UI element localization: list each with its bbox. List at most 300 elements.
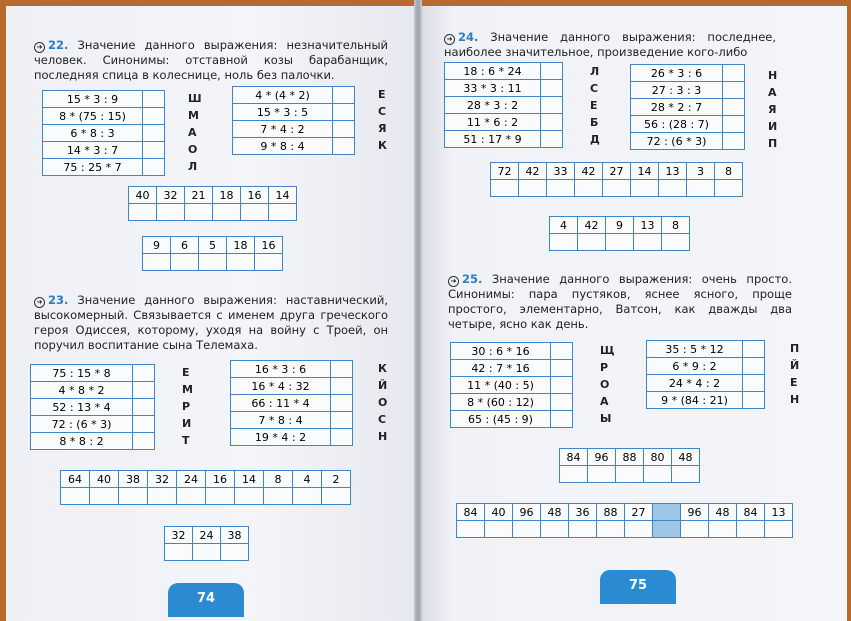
page-number-right: 75	[600, 570, 676, 604]
letter-slot[interactable]	[177, 488, 206, 505]
table-row	[43, 142, 165, 159]
letter-slot[interactable]	[709, 521, 737, 538]
letter: П	[790, 342, 800, 355]
table-row	[445, 114, 563, 131]
table-row	[231, 429, 353, 446]
expression-cell: 11 * (40 : 5)	[451, 377, 551, 394]
letter-slot[interactable]	[235, 488, 264, 505]
task23-answer-grid-1	[60, 470, 351, 505]
answer-cell[interactable]	[331, 412, 353, 429]
expression-cell: 52 : 13 * 4	[31, 399, 133, 416]
table-row	[451, 411, 573, 428]
letter: И	[182, 417, 192, 430]
grid-number: 32	[165, 527, 193, 544]
letter-slot[interactable]	[221, 544, 249, 561]
answer-cell[interactable]	[333, 87, 355, 104]
letter: Е	[790, 376, 798, 389]
task25-letters-2	[790, 340, 799, 408]
grid-number: 42	[575, 163, 603, 180]
table-row	[233, 87, 355, 104]
letter: Н	[790, 393, 800, 406]
grid-number: 96	[681, 504, 709, 521]
grid-number: 9	[143, 237, 171, 254]
letter-slot[interactable]	[578, 234, 606, 251]
letter: Л	[590, 65, 600, 78]
answer-cell[interactable]	[743, 358, 765, 375]
table-row	[43, 91, 165, 108]
letter: С	[378, 105, 387, 118]
table-row	[233, 121, 355, 138]
letter: П	[768, 137, 778, 150]
letter: Ы	[600, 412, 612, 425]
letter-slot[interactable]	[143, 254, 171, 271]
answer-cell[interactable]	[133, 365, 155, 382]
table-row	[451, 377, 573, 394]
letter: Н	[378, 430, 388, 443]
arrow-circle-icon: ➜	[448, 276, 459, 287]
grid-number: 14	[631, 163, 659, 180]
task25-letters-1	[600, 342, 615, 427]
grid-number: 13	[634, 217, 662, 234]
letter-slot[interactable]	[457, 521, 485, 538]
expression-cell: 19 * 4 : 2	[231, 429, 331, 446]
letter-slot[interactable]	[241, 204, 269, 221]
task22-expressions-table-2	[232, 86, 355, 155]
task23-expressions-table-1	[30, 364, 155, 450]
expression-cell: 8 * (75 : 15)	[43, 108, 143, 125]
grid-number: 2	[322, 471, 351, 488]
table-row	[647, 358, 765, 375]
answer-cell[interactable]	[551, 411, 573, 428]
task25-answer-grid-2	[456, 503, 793, 538]
task-description: Значение данного выражения: последнее, наиболее значительное, произведение кого-либо	[444, 30, 777, 59]
letter-slot[interactable]	[737, 521, 765, 538]
letter-slot[interactable]	[193, 544, 221, 561]
task-description: Значение данного выражения: очень просто. Синонимы: пара пустяков, яснее ясного, проще простого, элементарно, Ватсон, как дважды два четыре, ясно как день.	[448, 272, 793, 331]
grid-answer-row	[165, 544, 249, 561]
answer-cell[interactable]	[331, 429, 353, 446]
letter-slot[interactable]	[687, 180, 715, 197]
grid-number: 48	[541, 504, 569, 521]
grid-number: 42	[578, 217, 606, 234]
answer-cell[interactable]	[551, 343, 573, 360]
grid-number-row	[165, 527, 249, 544]
task-number: 22.	[48, 38, 69, 52]
letter-slot[interactable]	[550, 234, 578, 251]
table-row	[631, 65, 745, 82]
letter-slot[interactable]	[322, 488, 351, 505]
letter-slot[interactable]	[171, 254, 199, 271]
table-row	[31, 382, 155, 399]
task24-expressions-table-1	[444, 62, 563, 148]
letter-slot[interactable]	[616, 466, 644, 483]
task24-letters-1	[590, 63, 600, 148]
letter-slot[interactable]	[597, 521, 625, 538]
task22-letters-1	[188, 90, 202, 175]
letter: Е	[182, 366, 190, 379]
letter-slot[interactable]	[662, 234, 690, 251]
letter: К	[378, 139, 387, 152]
expression-cell: 4 * 8 * 2	[31, 382, 133, 399]
table-row	[233, 138, 355, 155]
grid-number: 8	[264, 471, 293, 488]
grid-number: 14	[269, 187, 297, 204]
grid-number: 80	[644, 449, 672, 466]
letter: М	[182, 383, 193, 396]
expression-cell: 26 * 3 : 6	[631, 65, 723, 82]
letter-slot[interactable]	[61, 488, 90, 505]
expression-cell: 9 * (84 : 21)	[647, 392, 743, 409]
letter: Я	[768, 103, 777, 116]
grid-number: 4	[550, 217, 578, 234]
task-number: 23.	[48, 293, 69, 307]
letter-slot[interactable]	[264, 488, 293, 505]
letter-slot[interactable]	[513, 521, 541, 538]
answer-cell[interactable]	[723, 116, 745, 133]
task24-answer-grid-2	[549, 216, 690, 251]
grid-number: 32	[157, 187, 185, 204]
answer-cell[interactable]	[333, 104, 355, 121]
letter-slot[interactable]	[491, 180, 519, 197]
task-description: Значение данного выражения: наставнический, высокомерный. Связывается с именем друга греческого героя Одиссея, которому, уходя на войну с Троей, он поручил воспитание сына Телемаха.	[34, 293, 388, 352]
grid-number: 38	[119, 471, 148, 488]
letter-slot[interactable]	[659, 180, 687, 197]
table-row	[445, 97, 563, 114]
letter-slot[interactable]	[485, 521, 513, 538]
grid-answer-row	[560, 466, 700, 483]
grid-number: 5	[199, 237, 227, 254]
task22-letters-2	[378, 86, 387, 154]
table-row	[445, 131, 563, 148]
grid-number: 33	[547, 163, 575, 180]
expression-cell: 35 : 5 * 12	[647, 341, 743, 358]
answer-cell[interactable]	[551, 394, 573, 411]
grid-number: 84	[457, 504, 485, 521]
letter-slot[interactable]	[634, 234, 662, 251]
task24-letters-2	[768, 67, 777, 152]
grid-number: 13	[659, 163, 687, 180]
task23-letters-1	[182, 364, 193, 449]
letter-slot[interactable]	[148, 488, 177, 505]
letter-slot[interactable]	[644, 466, 672, 483]
expression-cell: 75 : 15 * 8	[31, 365, 133, 382]
letter-slot[interactable]	[606, 234, 634, 251]
answer-cell[interactable]	[723, 65, 745, 82]
grid-answer-row	[129, 204, 297, 221]
answer-cell[interactable]	[541, 80, 563, 97]
answer-cell[interactable]	[333, 138, 355, 155]
table-row	[31, 399, 155, 416]
letter-slot[interactable]	[715, 180, 743, 197]
answer-cell[interactable]	[551, 377, 573, 394]
word-separator-cell	[653, 521, 681, 538]
grid-answer-row	[491, 180, 743, 197]
grid-number: 96	[513, 504, 541, 521]
letter: Р	[182, 400, 191, 413]
letter: О	[378, 396, 388, 409]
arrow-circle-icon: ➜	[34, 297, 45, 308]
grid-number: 27	[603, 163, 631, 180]
table-row	[231, 395, 353, 412]
grid-number: 32	[148, 471, 177, 488]
letter-slot[interactable]	[603, 180, 631, 197]
task-22-text	[34, 38, 388, 83]
letter-slot[interactable]	[681, 521, 709, 538]
expression-cell: 75 : 25 * 7	[43, 159, 143, 176]
grid-number: 16	[255, 237, 283, 254]
grid-number-row	[143, 237, 283, 254]
grid-number: 21	[185, 187, 213, 204]
letter: Щ	[600, 344, 615, 357]
answer-cell[interactable]	[133, 382, 155, 399]
expression-cell: 28 * 3 : 2	[445, 97, 541, 114]
answer-cell[interactable]	[541, 63, 563, 80]
grid-number: 13	[765, 504, 793, 521]
expression-cell: 15 * 3 : 9	[43, 91, 143, 108]
book-spine	[414, 0, 422, 621]
answer-cell[interactable]	[333, 121, 355, 138]
letter: К	[378, 362, 387, 375]
expression-cell: 8 * 8 : 2	[31, 433, 133, 450]
expression-cell: 72 : (6 * 3)	[31, 416, 133, 433]
expression-cell: 51 : 17 * 9	[445, 131, 541, 148]
grid-number: 40	[90, 471, 119, 488]
letter: Т	[182, 434, 190, 447]
letter-slot[interactable]	[765, 521, 793, 538]
arrow-circle-icon: ➜	[34, 42, 45, 53]
letter: А	[768, 86, 777, 99]
expression-cell: 66 : 11 * 4	[231, 395, 331, 412]
letter-slot[interactable]	[293, 488, 322, 505]
expression-cell: 16 * 3 : 6	[231, 361, 331, 378]
task-description: Значение данного выражения: незначительный человек. Синонимы: отставной козы барабанщик, последняя спица в колеснице, ноль без палочки.	[34, 38, 389, 82]
table-row	[647, 392, 765, 409]
expression-cell: 14 * 3 : 7	[43, 142, 143, 159]
letter-slot[interactable]	[227, 254, 255, 271]
letter-slot[interactable]	[157, 204, 185, 221]
task-25-text	[448, 272, 792, 332]
expression-cell: 30 : 6 * 16	[451, 343, 551, 360]
expression-cell: 16 * 4 : 32	[231, 378, 331, 395]
expression-cell: 72 : (6 * 3)	[631, 133, 723, 150]
grid-number: 18	[227, 237, 255, 254]
expression-cell: 15 * 3 : 5	[233, 104, 333, 121]
grid-number: 42	[519, 163, 547, 180]
letter-slot[interactable]	[575, 180, 603, 197]
letter: О	[188, 143, 198, 156]
answer-cell[interactable]	[331, 361, 353, 378]
letter: Н	[768, 69, 778, 82]
letter-slot[interactable]	[560, 466, 588, 483]
task22-expressions-table-1	[42, 90, 165, 176]
letter: С	[378, 413, 387, 426]
grid-number-row	[491, 163, 743, 180]
answer-cell[interactable]	[331, 395, 353, 412]
answer-cell[interactable]	[143, 108, 165, 125]
grid-number: 24	[193, 527, 221, 544]
letter: Р	[600, 361, 609, 374]
grid-number: 88	[597, 504, 625, 521]
task-number: 24.	[458, 30, 479, 44]
table-row	[631, 116, 745, 133]
grid-answer-row	[143, 254, 283, 271]
grid-number-row	[129, 187, 297, 204]
letter-slot[interactable]	[255, 254, 283, 271]
grid-answer-row	[61, 488, 351, 505]
letter-slot[interactable]	[672, 466, 700, 483]
table-row	[451, 360, 573, 377]
letter: Е	[590, 99, 598, 112]
table-row	[445, 63, 563, 80]
grid-number: 96	[588, 449, 616, 466]
grid-answer-row	[550, 234, 690, 251]
expression-cell: 9 * 8 : 4	[233, 138, 333, 155]
grid-number: 64	[61, 471, 90, 488]
letter: Е	[378, 88, 386, 101]
task25-expressions-table-1	[450, 342, 573, 428]
expression-cell: 65 : (45 : 9)	[451, 411, 551, 428]
answer-cell[interactable]	[743, 341, 765, 358]
answer-cell[interactable]	[133, 433, 155, 450]
task23-answer-grid-2	[164, 526, 249, 561]
arrow-circle-icon: ➜	[444, 34, 455, 45]
grid-number: 9	[606, 217, 634, 234]
answer-cell[interactable]	[541, 97, 563, 114]
letter-slot[interactable]	[185, 204, 213, 221]
expression-cell: 6 * 9 : 2	[647, 358, 743, 375]
task25-expressions-table-2	[646, 340, 765, 409]
expression-cell: 33 * 3 : 11	[445, 80, 541, 97]
letter-slot[interactable]	[631, 180, 659, 197]
table-row	[631, 82, 745, 99]
table-row	[451, 343, 573, 360]
grid-number: 40	[485, 504, 513, 521]
letter-slot[interactable]	[129, 204, 157, 221]
table-row	[631, 133, 745, 150]
table-row	[31, 416, 155, 433]
answer-cell[interactable]	[133, 399, 155, 416]
letter: Л	[188, 160, 198, 173]
grid-number: 48	[709, 504, 737, 521]
answer-cell[interactable]	[143, 159, 165, 176]
expression-cell: 7 * 8 : 4	[231, 412, 331, 429]
grid-number-row	[61, 471, 351, 488]
letter-slot[interactable]	[569, 521, 597, 538]
grid-number: 38	[221, 527, 249, 544]
expression-cell: 8 * (60 : 12)	[451, 394, 551, 411]
task-23-text	[34, 293, 388, 353]
grid-number: 6	[171, 237, 199, 254]
letter: Д	[590, 133, 600, 146]
letter: И	[768, 120, 778, 133]
answer-cell[interactable]	[723, 133, 745, 150]
grid-number-row	[457, 504, 793, 521]
expression-cell: 7 * 4 : 2	[233, 121, 333, 138]
answer-cell[interactable]	[143, 125, 165, 142]
letter: Я	[378, 122, 387, 135]
answer-cell[interactable]	[331, 378, 353, 395]
task24-answer-grid-1	[490, 162, 743, 197]
task-number: 25.	[462, 272, 483, 286]
expression-cell: 27 : 3 : 3	[631, 82, 723, 99]
expression-cell: 18 : 6 * 24	[445, 63, 541, 80]
answer-cell[interactable]	[551, 360, 573, 377]
expression-cell: 24 * 4 : 2	[647, 375, 743, 392]
letter: Ш	[188, 92, 202, 105]
task23-letters-2	[378, 360, 387, 445]
answer-cell[interactable]	[541, 131, 563, 148]
answer-cell[interactable]	[743, 392, 765, 409]
expression-cell: 56 : (28 : 7)	[631, 116, 723, 133]
answer-cell[interactable]	[143, 142, 165, 159]
word-separator-cell	[653, 504, 681, 521]
table-row	[31, 365, 155, 382]
letter-slot[interactable]	[119, 488, 148, 505]
answer-cell[interactable]	[143, 91, 165, 108]
table-row	[43, 125, 165, 142]
letter-slot[interactable]	[269, 204, 297, 221]
letter: С	[590, 82, 599, 95]
answer-cell[interactable]	[133, 416, 155, 433]
table-row	[231, 361, 353, 378]
table-row	[631, 99, 745, 116]
answer-cell[interactable]	[541, 114, 563, 131]
table-row	[43, 108, 165, 125]
letter: А	[600, 395, 609, 408]
letter-slot[interactable]	[165, 544, 193, 561]
letter-slot[interactable]	[199, 254, 227, 271]
letter-slot[interactable]	[588, 466, 616, 483]
letter: Й	[378, 379, 388, 392]
grid-number: 16	[241, 187, 269, 204]
letter-slot[interactable]	[213, 204, 241, 221]
grid-number: 36	[569, 504, 597, 521]
answer-cell[interactable]	[743, 375, 765, 392]
letter: М	[188, 109, 199, 122]
letter: О	[600, 378, 610, 391]
table-row	[451, 394, 573, 411]
letter-slot[interactable]	[206, 488, 235, 505]
grid-number: 14	[235, 471, 264, 488]
letter-slot[interactable]	[541, 521, 569, 538]
table-row	[233, 104, 355, 121]
grid-number-row	[550, 217, 690, 234]
table-row	[31, 433, 155, 450]
task24-expressions-table-2	[630, 64, 745, 150]
task25-answer-grid-1	[559, 448, 700, 483]
grid-number: 40	[129, 187, 157, 204]
grid-number: 72	[491, 163, 519, 180]
grid-number: 8	[715, 163, 743, 180]
task-24-text	[444, 30, 776, 60]
grid-number: 88	[616, 449, 644, 466]
grid-number: 4	[293, 471, 322, 488]
task22-answer-grid-1	[128, 186, 297, 221]
expression-cell: 28 * 2 : 7	[631, 99, 723, 116]
letter-slot[interactable]	[90, 488, 119, 505]
expression-cell: 42 : 7 * 16	[451, 360, 551, 377]
letter-slot[interactable]	[519, 180, 547, 197]
answer-cell[interactable]	[723, 82, 745, 99]
grid-number-row	[560, 449, 700, 466]
letter-slot[interactable]	[547, 180, 575, 197]
grid-number: 48	[672, 449, 700, 466]
letter-slot[interactable]	[625, 521, 653, 538]
grid-number: 8	[662, 217, 690, 234]
expression-cell: 4 * (4 * 2)	[233, 87, 333, 104]
expression-cell: 11 * 6 : 2	[445, 114, 541, 131]
answer-cell[interactable]	[723, 99, 745, 116]
